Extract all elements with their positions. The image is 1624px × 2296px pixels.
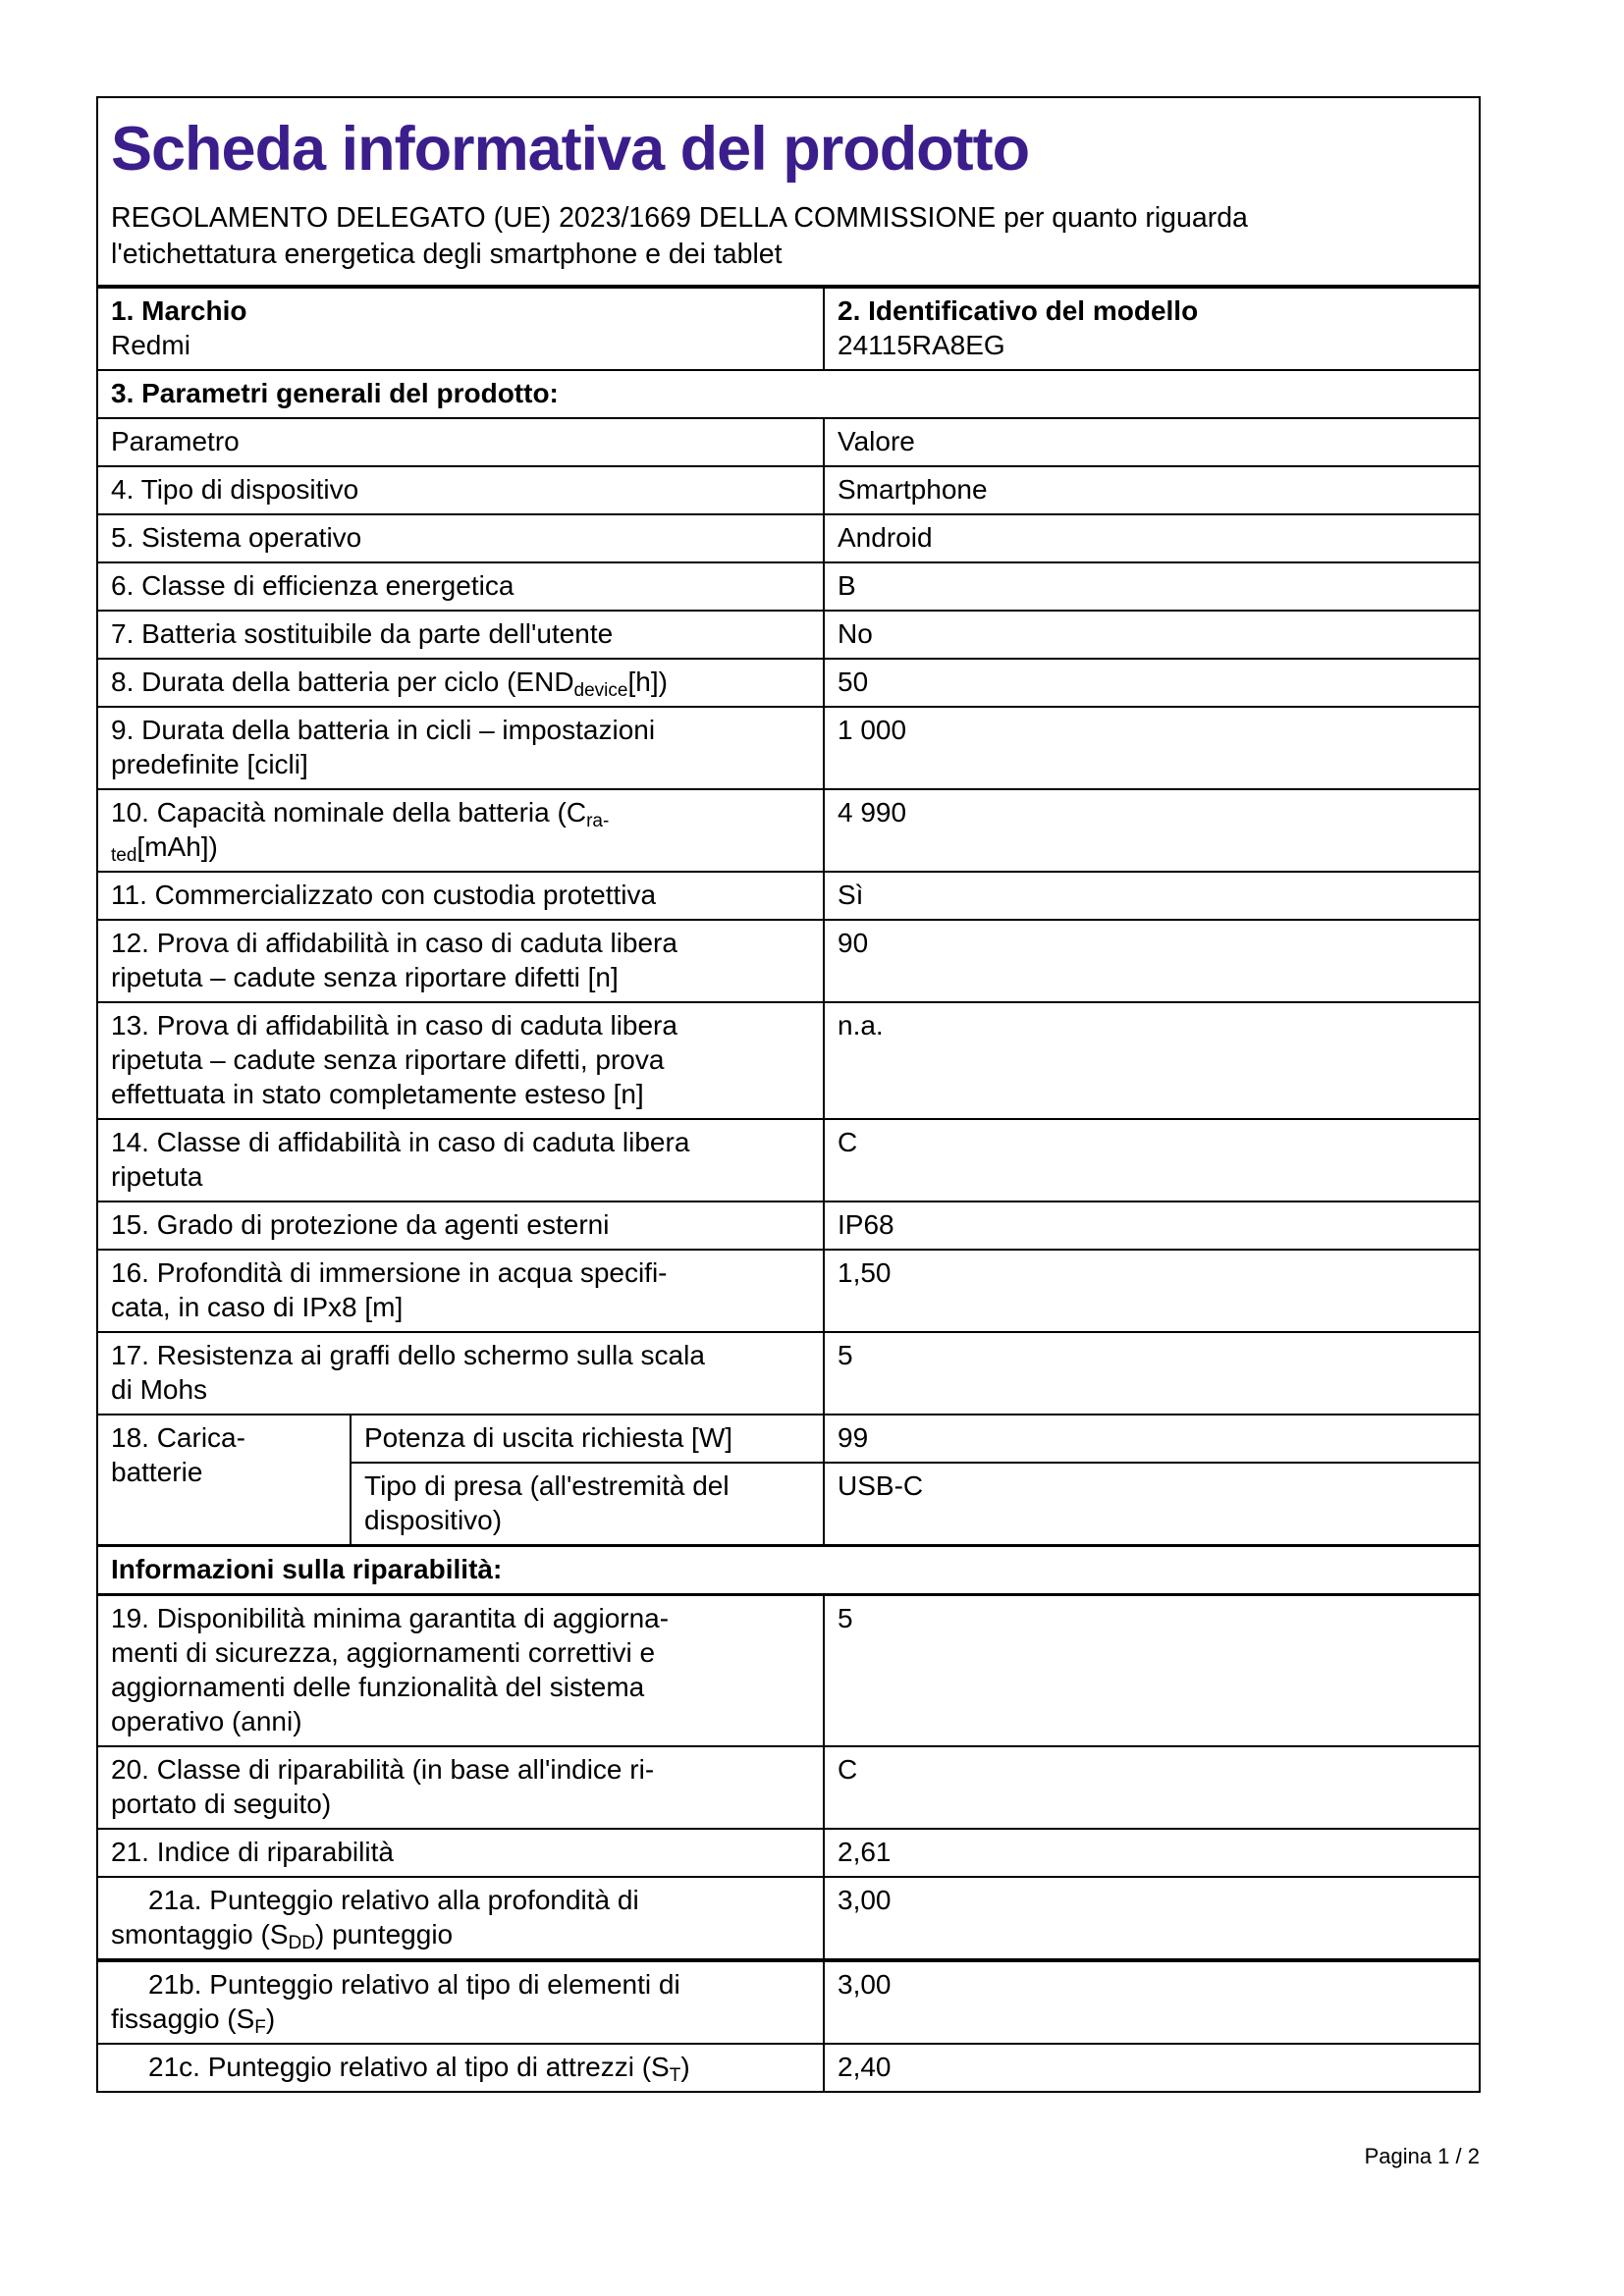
subscript-text: ted [111, 845, 137, 866]
value-cell: 5 [823, 1333, 1479, 1414]
table-row [98, 706, 1479, 788]
value-cell: 5 [823, 1596, 1479, 1745]
table-row [98, 2043, 1479, 2091]
value-cell: 2,40 [823, 2045, 1479, 2091]
table-row [98, 289, 1479, 369]
table-row [98, 610, 1479, 658]
param-cell: 4. Tipo di dispositivo [111, 474, 359, 505]
model-cell [823, 289, 1479, 369]
regulation-subtitle-line1: REGOLAMENTO DELEGATO (UE) 2023/1669 DELLA COMMISSIONE per quanto riguarda [111, 202, 1248, 234]
table-row [98, 1745, 1479, 1828]
value-cell: IP68 [823, 1202, 1479, 1249]
param-cell: 10. Capacità nominale della batteria ($C_{ra-}$ $_{ted}$[mAh]) [111, 797, 610, 866]
model-cell-title: 2. Identificativo del modello [838, 295, 1199, 326]
table-row [98, 1331, 1479, 1414]
group-subrow [350, 1415, 1479, 1462]
table-row [98, 919, 1479, 1001]
param-cell: 16. Profondità di immersione in acqua specifi- cata, in caso di IPx8 [m] [111, 1257, 668, 1322]
value-cell: 3,00 [823, 1878, 1479, 1958]
table-row [98, 1958, 1479, 2043]
param-cell: 21. Indice di riparabilità [111, 1837, 394, 1867]
value-cell: 90 [823, 921, 1479, 1001]
table-row [98, 658, 1479, 706]
param-cell: 15. Grado di protezione da agenti esterni [111, 1209, 610, 1240]
param-cell: 21c. Punteggio relativo al tipo di attrezzi $(S_T)$ [148, 2052, 690, 2086]
table-row [98, 1828, 1479, 1876]
param-cell: 11. Commercializzato con custodia protettiva [111, 880, 657, 910]
param-cell: 12. Prova di affidabilità in caso di caduta libera ripetuta – cadute senza riportare difetti [n] [111, 928, 677, 992]
value-cell: 50 [823, 660, 1479, 706]
value-cell: USB-C [823, 1464, 1479, 1544]
group-label-cell: 18. Carica- batterie [111, 1422, 245, 1487]
value-cell: 1 000 [823, 708, 1479, 788]
subscript-text: device [573, 680, 628, 701]
product-table [98, 285, 1479, 2091]
param-cell: 20. Classe di riparabilità (in base all'indice ri- portato di seguito) [111, 1754, 655, 1819]
value-cell: Sì [823, 873, 1479, 919]
table-row [98, 1249, 1479, 1331]
subscript-text: T [669, 2065, 681, 2086]
subscript-text: F [254, 2017, 266, 2038]
param-cell: 9. Durata della batteria in cicli – impostazioni predefinite [cicli] [111, 715, 656, 779]
value-cell: No [823, 612, 1479, 658]
table-row [98, 561, 1479, 610]
param-cell: Parametro [111, 426, 240, 456]
regulation-subtitle [111, 200, 1466, 273]
value-cell: C [823, 1747, 1479, 1828]
value-cell: 3,00 [823, 1962, 1479, 2043]
value-cell: Smartphone [823, 467, 1479, 513]
table-row [98, 513, 1479, 561]
page-number: Pagina 1 / 2 [1364, 2144, 1480, 2168]
param-cell: 8. Durata della batteria per ciclo $(END_{device}[h])$ [111, 667, 668, 701]
product-fiche-sheet [96, 96, 1481, 2093]
param-cell: Potenza di uscita richiesta [W] [350, 1415, 823, 1462]
subscript-text: DD [288, 1933, 315, 1953]
table-row [98, 1118, 1479, 1201]
brand-cell [98, 289, 823, 369]
regulation-subtitle-line2: l'etichettatura energetica degli smartphone e dei tablet [111, 239, 783, 270]
section-row [98, 1544, 1479, 1593]
param-cell: 14. Classe di affidabilità in caso di caduta libera ripetuta [111, 1127, 690, 1192]
model-cell-value: 24115RA8EG [838, 330, 1005, 360]
param-cell: 6. Classe di efficienza energetica [111, 570, 514, 601]
table-row [98, 871, 1479, 919]
value-cell: 4 990 [823, 790, 1479, 871]
table-row [98, 788, 1479, 871]
table-row [98, 465, 1479, 513]
param-cell: 21a. Punteggio relativo alla profondità di smontaggio $(S_{DD})$ punteggio [111, 1885, 639, 1953]
value-cell: 99 [823, 1415, 1479, 1462]
param-cell: 5. Sistema operativo [111, 522, 362, 553]
subscript-text: ra- [586, 811, 610, 831]
group-subrow [350, 1462, 1479, 1544]
table-row [98, 1001, 1479, 1118]
param-cell: 7. Batteria sostituibile da parte dell'utente [111, 618, 614, 649]
value-cell: 1,50 [823, 1251, 1479, 1331]
group-subrows [350, 1415, 1479, 1544]
value-cell: B [823, 563, 1479, 610]
table-row [98, 1201, 1479, 1249]
param-cell: 21b. Punteggio relativo al tipo di elementi di fissaggio $(S_F)$ [111, 1969, 680, 2038]
value-cell: Valore [823, 419, 1479, 465]
brand-cell-value: Redmi [111, 330, 190, 360]
value-cell: Android [823, 515, 1479, 561]
section-label: 3. Parametri generali del prodotto: [111, 378, 559, 408]
param-cell: Tipo di presa (all'estremità del dispositivo) [350, 1464, 823, 1544]
param-cell: 17. Resistenza ai graffi dello schermo sulla scala di Mohs [111, 1340, 705, 1405]
param-cell: 13. Prova di affidabilità in caso di caduta libera ripetuta – cadute senza riportare difetti, prova effettuata in stato completamente esteso [n] [111, 1010, 677, 1109]
value-cell: 2,61 [823, 1830, 1479, 1876]
section-label: Informazioni sulla riparabilità: [111, 1554, 503, 1584]
table-row [98, 1876, 1479, 1958]
page-title: Scheda informativa del prodotto [111, 115, 1030, 184]
table-row [98, 1593, 1479, 1745]
group-row [98, 1414, 1479, 1544]
value-cell: n.a. [823, 1003, 1479, 1118]
section-row [98, 369, 1479, 417]
param-cell: 19. Disponibilità minima garantita di aggiorna- menti di sicurezza, aggiornamenti correttivi e aggiornamenti delle funzionalità del sistema operativo (anni) [111, 1603, 670, 1736]
value-cell: C [823, 1120, 1479, 1201]
table-row [98, 417, 1479, 465]
brand-cell-title: 1. Marchio [111, 295, 247, 326]
sheet-header [98, 98, 1479, 285]
